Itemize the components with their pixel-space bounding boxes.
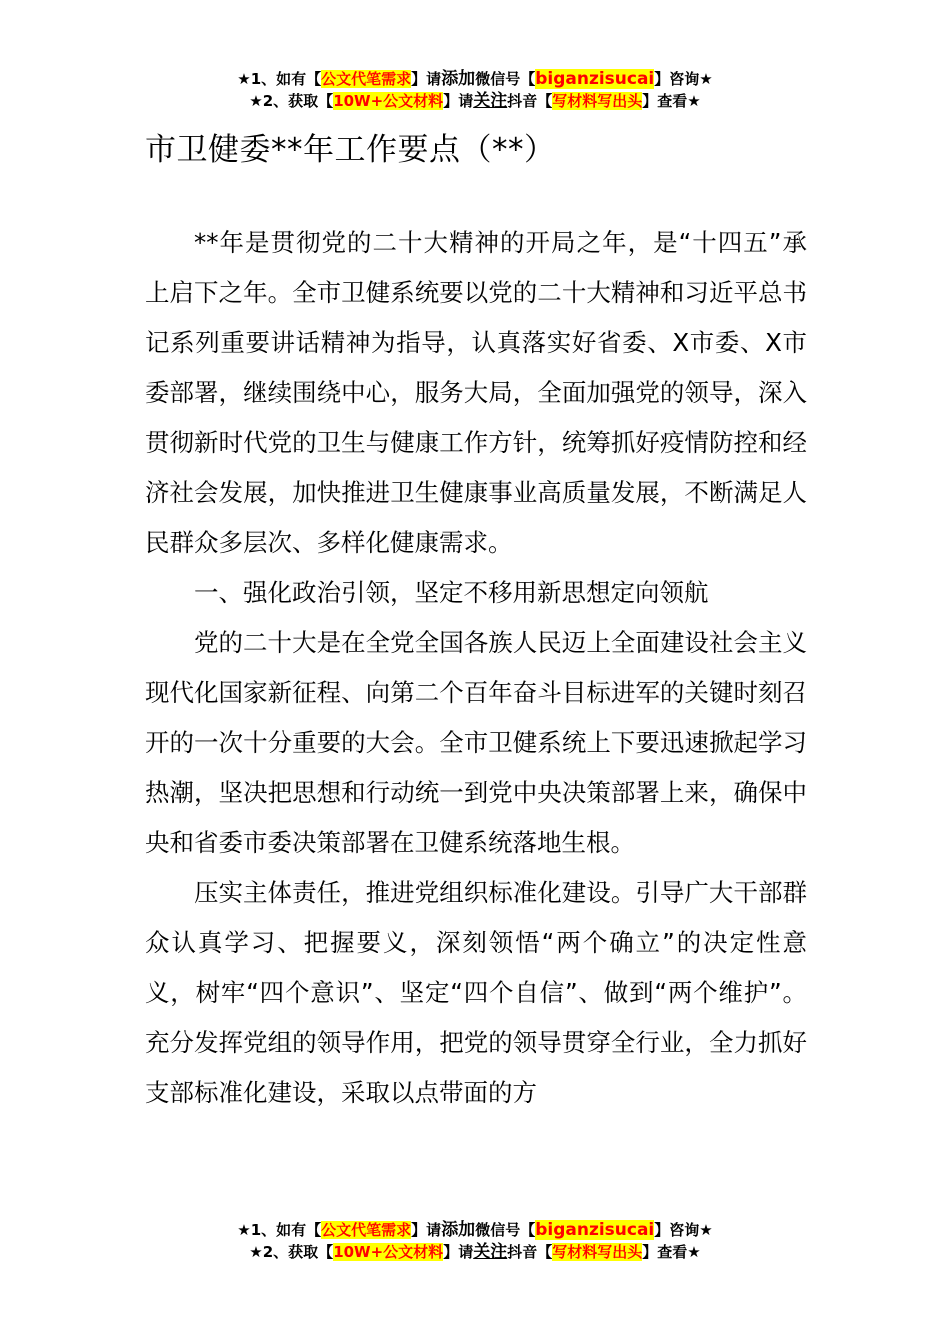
top-promo-banner bbox=[0, 68, 950, 112]
promo-text: 】请 bbox=[443, 92, 474, 110]
promo-text: 】查看★ bbox=[642, 92, 701, 110]
promo-highlight-wechat: biganzisucai bbox=[535, 1220, 655, 1240]
promo-highlight: 10W+公文材料 bbox=[333, 92, 444, 110]
promo-text: 】咨询★ bbox=[654, 1221, 713, 1239]
promo-text: 】咨询★ bbox=[654, 70, 713, 88]
promo-highlight: 10W+公文材料 bbox=[333, 1243, 444, 1261]
promo-line-1 bbox=[0, 1219, 950, 1241]
promo-text: 】请 bbox=[411, 1221, 442, 1239]
promo-highlight-douyin: 写材料写出头 bbox=[552, 92, 643, 110]
promo-highlight-douyin: 写材料写出头 bbox=[552, 1243, 643, 1261]
promo-text: 】查看★ bbox=[642, 1243, 701, 1261]
document-title: 市卫健委**年工作要点（**） bbox=[145, 132, 556, 168]
promo-text: ★1、如有【 bbox=[237, 1221, 322, 1239]
promo-text: 抖音【 bbox=[507, 92, 553, 110]
promo-highlight: 公文代笔需求 bbox=[321, 1221, 412, 1239]
promo-text: 微信号【 bbox=[475, 1221, 536, 1239]
promo-line-2 bbox=[0, 1241, 950, 1263]
promo-emphasis: 关注 bbox=[473, 1242, 508, 1262]
promo-text: 微信号【 bbox=[475, 70, 536, 88]
paragraph: 党的二十大是在全党全国各族人民迈上全面建设社会主义现代化国家新征程、向第二个百年奋斗目标进军的关键时刻召开的一次十分重要的大会。全市卫健系统上下要迅速掀起学习热潮，坚决把思想和行动统一到党中央决策部署上来，确保中央和省委市委决策部署在卫健系统落地生根。 bbox=[145, 628, 807, 857]
promo-text: ★1、如有【 bbox=[237, 70, 322, 88]
promo-emphasis: 关注 bbox=[473, 91, 508, 111]
promo-highlight: 公文代笔需求 bbox=[321, 70, 412, 88]
promo-emphasis: 添加 bbox=[441, 1220, 476, 1240]
document-body bbox=[145, 218, 807, 1118]
paragraph-intro: **年是贯彻党的二十大精神的开局之年，是“十四五”承上启下之年。全市卫健系统要以党的二十大精神和习近平总书记系列重要讲话精神为指导，认真落实好省委、X市委、X市委部署，继续围绕中心，服务大局，全面加强党的领导，深入贯彻新时代党的卫生与健康工作方针，统筹抓好疫情防控和经济社会发展，加快推进卫生健康事业高质量发展，不断满足人民群众多层次、多样化健康需求。 bbox=[145, 228, 807, 557]
bottom-promo-banner bbox=[0, 1219, 950, 1263]
promo-line-2 bbox=[0, 90, 950, 112]
promo-line-1 bbox=[0, 68, 950, 90]
paragraph: 压实主体责任，推进党组织标准化建设。引导广大干部群众认真学习、把握要义，深刻领悟“两个确立”的决定性意义，树牢“四个意识”、坚定“四个自信”、做到“两个维护”。充分发挥党组的领导作用，把党的领导贯穿全行业，全力抓好支部标准化建设，采取以点带面的方 bbox=[145, 878, 807, 1107]
section-heading: 一、强化政治引领，坚定不移用新思想定向领航 bbox=[194, 578, 709, 607]
promo-text: ★2、获取【 bbox=[249, 1243, 334, 1261]
promo-text: ★2、获取【 bbox=[249, 92, 334, 110]
promo-text: 】请 bbox=[443, 1243, 474, 1261]
promo-highlight-wechat: biganzisucai bbox=[535, 69, 655, 89]
promo-text: 抖音【 bbox=[507, 1243, 553, 1261]
promo-emphasis: 添加 bbox=[441, 69, 476, 89]
promo-text: 】请 bbox=[411, 70, 442, 88]
